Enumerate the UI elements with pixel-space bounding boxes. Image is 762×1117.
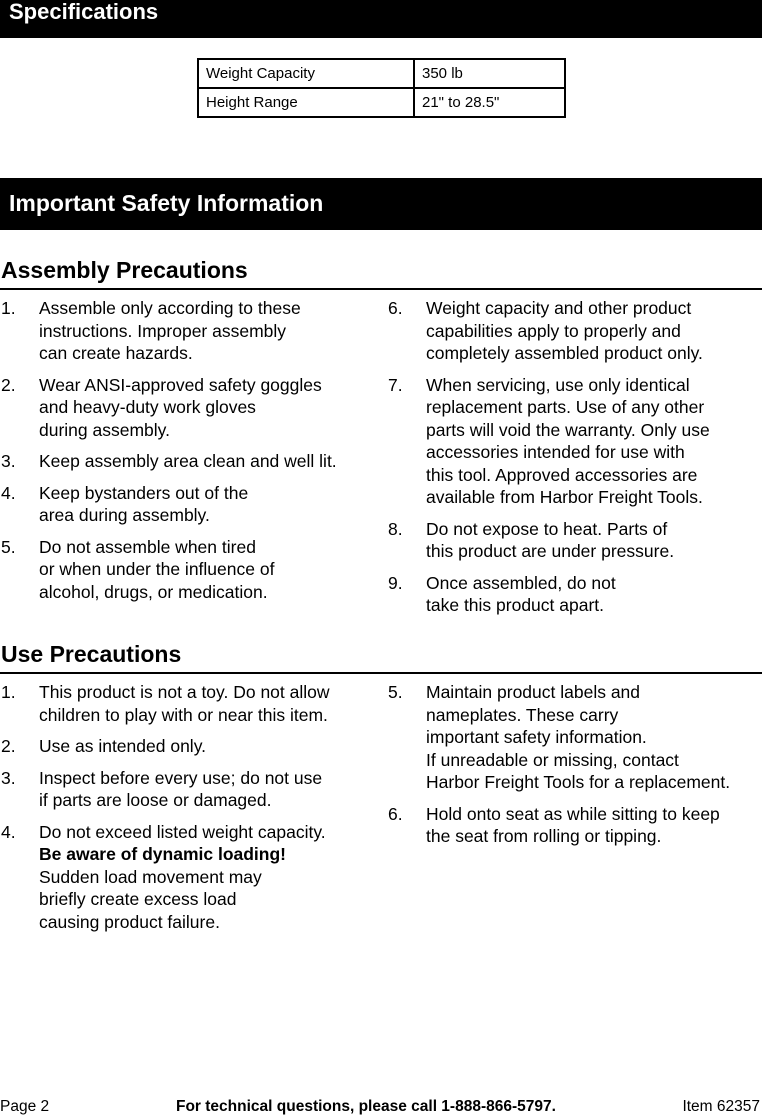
list-item — [1, 450, 366, 473]
list-item — [388, 803, 760, 848]
list-text: Keep assembly area clean and well lit. — [39, 451, 337, 471]
list-number: 9. — [388, 572, 403, 593]
assembly-precautions-title: Assembly Precautions — [1, 257, 248, 283]
list-item — [1, 297, 366, 365]
list-item — [1, 767, 366, 812]
assembly-right-column — [388, 297, 760, 626]
list-item — [1, 821, 366, 934]
list-text: Do not expose to heat. Parts of this product are under pressure. — [426, 518, 675, 561]
spec-label: Height Range — [198, 88, 414, 117]
list-number: 1. — [1, 298, 16, 318]
list-item — [388, 572, 760, 617]
list-number: 3. — [1, 767, 16, 788]
list-text: Hold onto seat as while sitting to keep the seat from rolling or tipping. — [426, 803, 720, 846]
list-item — [388, 297, 760, 365]
safety-header — [0, 178, 762, 230]
spec-value: 350 lb — [414, 59, 565, 88]
list-number: 6. — [388, 298, 403, 318]
use-right-column — [388, 681, 760, 857]
list-item — [1, 536, 366, 604]
list-item — [1, 482, 366, 527]
list-item — [1, 681, 366, 726]
list-number: 3. — [1, 451, 16, 471]
specifications-header — [0, 0, 762, 38]
table-row — [198, 88, 565, 117]
list-number: 5. — [388, 682, 403, 702]
list-text: Inspect before every use; do not use if parts are loose or damaged. — [39, 767, 323, 810]
safety-title: Important Safety Information — [9, 190, 324, 216]
list-text: This product is not a toy. Do not allow children to play with or near this item. — [39, 682, 330, 725]
spec-label: Weight Capacity — [198, 59, 414, 88]
list-text-bold: Be aware of dynamic loading! — [39, 844, 286, 864]
page-number: Page 2 — [0, 1098, 50, 1115]
list-text-continued: Sudden load movement may briefly create excess load causing product failure. — [39, 866, 262, 932]
list-text: Do not exceed listed weight capacity. — [39, 821, 326, 842]
list-text: Assemble only according to these instructions. Improper assembly can create hazards. — [39, 298, 301, 363]
list-text: When servicing, use only identical replacement parts. Use of any other parts will void the warranty. Only use accessories intended for use with this tool. Approved accessories are available from Harbor Freight Tools. — [426, 374, 710, 507]
table-row — [198, 59, 565, 88]
list-text: Do not assemble when tired or when under the influence of alcohol, drugs, or medication. — [39, 536, 275, 602]
list-number: 1. — [1, 682, 16, 702]
use-left-column — [1, 681, 366, 942]
list-number: 2. — [1, 736, 16, 756]
list-item — [388, 681, 760, 794]
list-text: Keep bystanders out of the area during assembly. — [39, 482, 249, 525]
list-number: 8. — [388, 518, 403, 539]
item-number: Item 62357 — [682, 1098, 760, 1115]
list-number: 4. — [1, 482, 16, 503]
assembly-left-column — [1, 297, 366, 612]
list-number: 7. — [388, 374, 403, 395]
list-number: 5. — [1, 536, 16, 557]
list-item — [1, 735, 366, 758]
support-phone-note: For technical questions, please call 1-888-866-5797. — [176, 1098, 556, 1115]
spec-value: 21" to 28.5" — [414, 88, 565, 117]
list-text: Wear ANSI-approved safety goggles and heavy-duty work gloves during assembly. — [39, 374, 322, 440]
list-text: Weight capacity and other product capabilities apply to properly and completely assembled product only. — [426, 298, 703, 363]
use-precautions-title: Use Precautions — [1, 641, 182, 667]
list-item — [388, 518, 760, 563]
list-text: Use as intended only. — [39, 736, 207, 756]
specifications-table — [197, 58, 566, 118]
specifications-title: Specifications — [9, 0, 159, 24]
list-text: Maintain product labels and nameplates. These carry important safety information. If unreadable or missing, contact Harbor Freight Tools for a replacement. — [426, 682, 731, 792]
section-divider — [0, 672, 762, 674]
list-number: 4. — [1, 821, 16, 842]
section-divider — [0, 288, 762, 290]
list-number: 2. — [1, 374, 16, 395]
list-number: 6. — [388, 803, 403, 824]
list-item — [388, 374, 760, 509]
list-text: Once assembled, do not take this product apart. — [426, 572, 616, 615]
list-item — [1, 374, 366, 442]
